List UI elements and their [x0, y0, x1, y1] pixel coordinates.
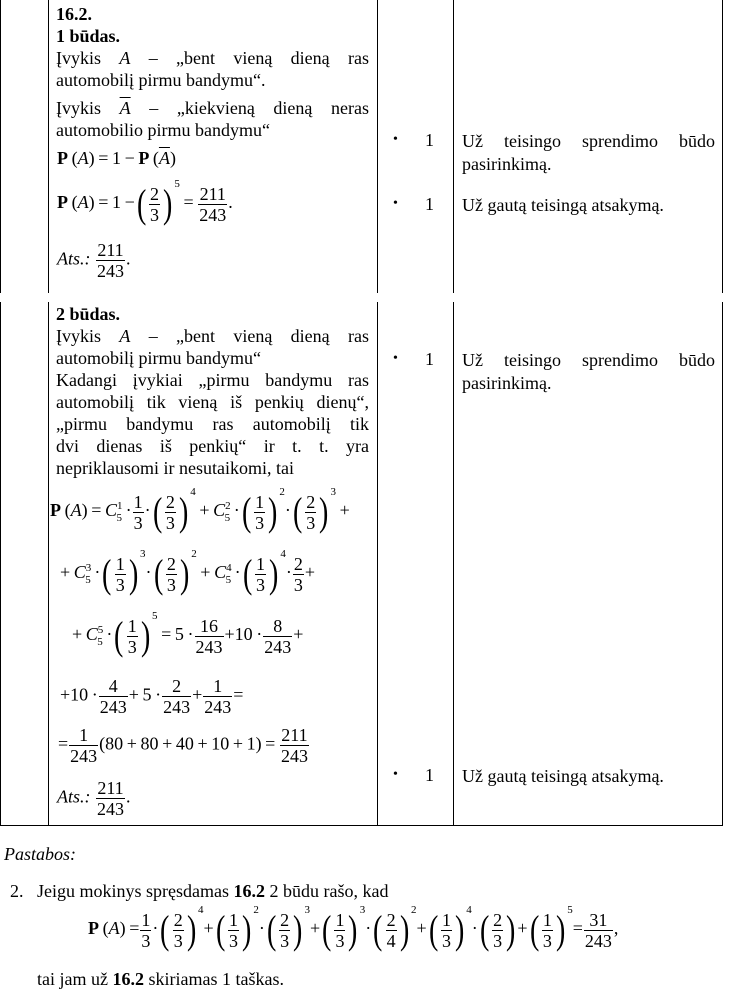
- event-not-a-line2: automobilio pirmu bandymu“: [56, 120, 270, 140]
- bullet-icon: •: [393, 196, 398, 211]
- score-criterion: Už gautą teisingą atsakymą.: [462, 766, 664, 786]
- event-a-line: Įvykis A – „bent vieną dieną ras: [56, 326, 369, 346]
- explanation-line: automobilį tik vieną iš penkių dienų“,: [56, 392, 369, 412]
- table-border: [453, 302, 454, 825]
- notes-heading: Pastabos:: [4, 844, 76, 864]
- bullet-icon: •: [393, 132, 398, 147]
- answer-2: Ats.: $\frac{211}{243}$ .: [57, 778, 131, 819]
- score-criterion-cont: pasirinkimą.: [462, 154, 552, 174]
- formula-complement: P (A) = 1 − P $(\overline{A})$: [57, 148, 176, 168]
- table-border: [48, 302, 49, 825]
- event-a-line: Įvykis A – „bent vieną dieną ras: [56, 48, 369, 68]
- score-criterion: Už gautą teisingą atsakymą.: [462, 195, 664, 215]
- answer-1: Ats.: $\frac{211}{243}$ .: [57, 240, 131, 281]
- bullet-icon: •: [393, 351, 398, 366]
- formula-line-5: = $\frac{1}{243}$ (80 + 80 + 40 + 10 + 1) = $\frac{211}{243}$: [58, 725, 308, 766]
- event-not-a-line: Įvykis $\overline{A}$ – „kiekvieną dieną neras: [56, 98, 370, 118]
- event-a-line2: automobilį pirmu bandymu“.: [56, 70, 266, 90]
- note-formula: P (A) = $\frac{1}{3}$ ·( $\frac{2}{3}$ ) $^4$+( $\frac{1}{3}$ ) $^2$·( $\frac{2}{3}$ ) $^3$+( $\frac{1}{3}$ ) $^3$·( $\frac{2}{4}$ ) $^2$+( $\frac{1}{3}$ ) $^4$·( $\frac{2}{3}$ ) +( $\frac{1}{3}$ ) $^5$= $\frac{31}{243}$ ,: [88, 904, 619, 952]
- table-border: [722, 0, 723, 293]
- note-number: 2.: [10, 881, 24, 901]
- table-border: [0, 302, 1, 825]
- explanation-line: „pirmu bandymu ras automobilį tik: [56, 414, 369, 434]
- table-border: [48, 0, 49, 293]
- table-border: [377, 0, 378, 293]
- score-points: 1: [425, 349, 434, 369]
- score-criterion: Už teisingo sprendimo būdo: [462, 350, 715, 370]
- table-border: [377, 302, 378, 825]
- table-border: [0, 0, 1, 293]
- note-text: Jeigu mokinys spręsdamas 16.2 2 būdu rašo, kad: [37, 881, 389, 901]
- score-criterion: Už teisingo sprendimo būdo: [462, 131, 715, 151]
- note-conclusion: tai jam už 16.2 skiriamas 1 taškas.: [37, 969, 284, 989]
- score-points: 1: [425, 765, 434, 785]
- formula-line-3: + $C^5_5$ ·( $\frac{1}{3}$ ) $^5$ = 5 · $\frac{16}{243}$ +10 · $\frac{8}{243}$ +: [72, 610, 304, 658]
- formula-line-4: +10 · $\frac{4}{243}$ + 5 · $\frac{2}{243}$ + $\frac{1}{243}$ =: [60, 676, 244, 717]
- formula-result: P (A) = 1 −( $\frac{2}{3}$ ) $^5$ = $\frac{211}{243}$ .: [57, 178, 233, 226]
- formula-line-2: + $C^3_5$ ·( $\frac{1}{3}$ ) $^3$·( $\frac{2}{3}$ ) $^2 + C^4_5$ ·( $\frac{1}{3}$ ) $^4$· $\frac{2}{3}$ +: [60, 548, 315, 596]
- method-title: 1 būdas.: [56, 26, 121, 46]
- score-points: 1: [425, 194, 434, 214]
- table-border: [0, 825, 723, 826]
- explanation-line: dvi dienas iš penkių“ ir t. t. yra: [56, 436, 369, 456]
- problem-number: 16.2.: [56, 4, 92, 24]
- formula-line-1: P $(A) = C^1_5$ · $\frac{1}{3}$ ·( $\frac{2}{3}$ ) $^4 + C^2_5$ ·( $\frac{1}{3}$ ) $^2$·( $\frac{2}{3}$ ) $^3$ +: [50, 486, 350, 534]
- table-border: [453, 0, 454, 293]
- table-border: [722, 302, 723, 825]
- method-title: 2 būdas.: [56, 304, 121, 324]
- bullet-icon: •: [393, 767, 398, 782]
- score-criterion-cont: pasirinkimą.: [462, 373, 552, 393]
- score-points: 1: [425, 130, 434, 150]
- explanation-line: nepriklausomi ir nesutaikomi, tai: [56, 458, 294, 478]
- explanation-line: Kadangi įvykiai „pirmu bandymu ras: [56, 370, 369, 390]
- event-a-line2: automobilį pirmu bandymu“: [56, 348, 261, 368]
